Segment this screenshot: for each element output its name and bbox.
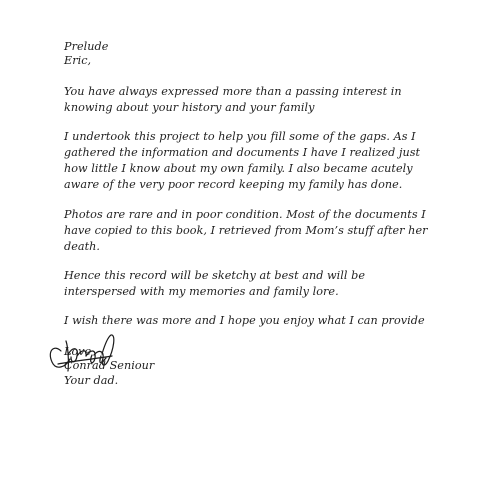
paragraph-3-line-1: Photos are rare and in poor condition. Most of the documents I bbox=[64, 208, 426, 221]
paragraph-4-line-1: Hence this record will be sketchy at best and will be bbox=[64, 269, 366, 282]
closing: Love bbox=[64, 345, 92, 358]
paragraph-5-line-1: I wish there was more and I hope you enjoy what I can provide bbox=[64, 314, 425, 327]
paragraph-2-line-1: I undertook this project to help you fill some of the gaps. As I bbox=[64, 130, 416, 143]
paragraph-2-line-2: gathered the information and documents I have I realized just bbox=[64, 146, 421, 159]
paragraph-3-line-2: have copied to this book, I retrieved from Mom’s stuff after her bbox=[64, 224, 428, 237]
signoff: Your dad. bbox=[64, 374, 119, 387]
paragraph-2-line-3: how little I know about my own family. I also became acutely bbox=[64, 162, 413, 175]
paragraph-4-line-2: interspersed with my memories and family lore. bbox=[64, 285, 339, 298]
paragraph-1-line-1: You have always expressed more than a passing interest in bbox=[64, 85, 402, 98]
paragraph-2-line-4: aware of the very poor record keeping my family has done. bbox=[64, 178, 403, 191]
paragraph-3-line-3: death. bbox=[64, 240, 101, 253]
letter-heading: Prelude bbox=[64, 40, 109, 53]
signature-name: Conrad Seniour bbox=[64, 359, 155, 372]
salutation: Eric, bbox=[64, 54, 92, 67]
paragraph-1-line-2: knowing about your history and your family bbox=[64, 101, 315, 114]
